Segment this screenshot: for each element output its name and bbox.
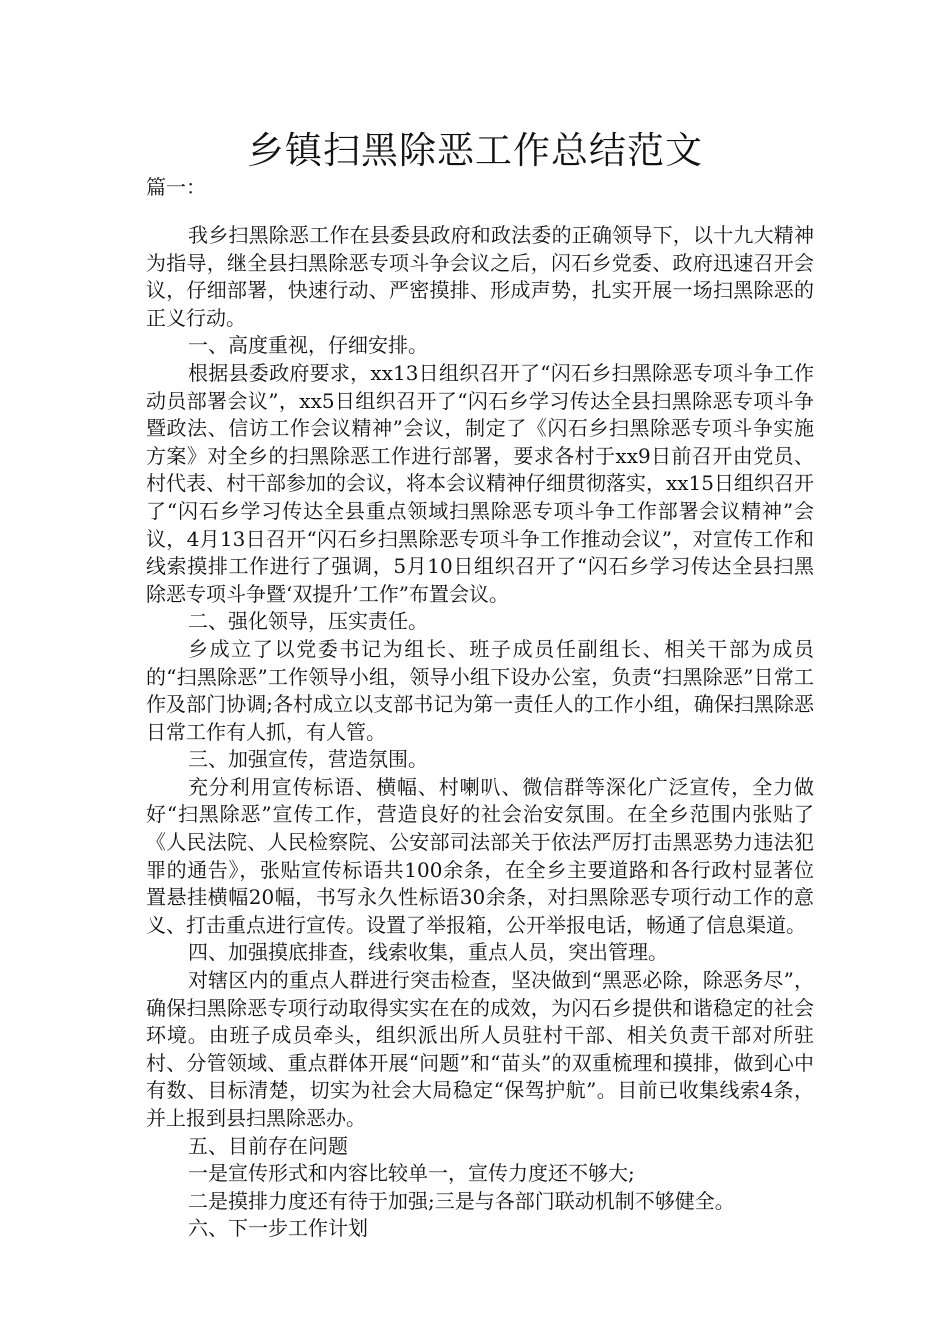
section-heading-6: 六、下一步工作计划 [188, 1216, 368, 1241]
body-paragraph-2: 乡成立了以党委书记为组长、班子成员任副组长、相关干部为成员的“扫黑除恶”工作领导小组，领导小组下设办公室，负责“扫黑除恶”日常工作及部门协调;各村成立以支部书记为第一责任人的工作小组，确保扫黑除恶日常工作有人抓，有人管。 [146, 636, 814, 744]
section-heading-3: 三、加强宣传，营造氛围。 [188, 747, 428, 772]
section-label: 篇一： [146, 175, 206, 199]
body-paragraph-5a: 一是宣传形式和内容比较单一，宣传力度还不够大; [188, 1161, 635, 1186]
section-heading-2: 二、强化领导，压实责任。 [188, 609, 428, 634]
body-paragraph-3: 充分利用宣传标语、横幅、村喇叭、微信群等深化广泛宣传，全力做好“扫黑除恶”宣传工作，营造良好的社会治安氛围。在全乡范围内张贴了《人民法院、人民检察院、公安部司法部关于依法严厉打击黑恶势力违法犯罪的通告》，张贴宣传标语共100余条，在全乡主要道路和各行政村显著位置悬挂横幅20幅，书写永久性标语30余条，对扫黑除恶专项行动工作的意义、打击重点进行宣传。设置了举报箱，公开举报电话，畅通了信息渠道。 [146, 774, 814, 937]
section-heading-5: 五、目前存在问题 [188, 1133, 348, 1158]
body-paragraph-1: 根据县委政府要求，xx13日组织召开了“闪石乡扫黑除恶专项斗争工作动员部署会议”，xx5日组织召开了“闪石乡学习传达全县扫黑除恶专项斗争暨政法、信访工作会议精神”会议，制定了《闪石乡扫黑除恶专项斗争实施方案》对全乡的扫黑除恶工作进行部署，要求各村于xx9日前召开由党员、村代表、村干部参加的会议，将本会议精神仔细贯彻落实，xx15日组织召开了“闪石乡学习传达全县重点领域扫黑除恶专项斗争工作部署会议精神”会议，4月13日召开“闪石乡扫黑除恶专项斗争工作推动会议”，对宣传工作和线索摸排工作进行了强调，5月10日组织召开了“闪石乡学习传达全县扫黑除恶专项斗争暨‘双提升’工作”布置会议。 [146, 360, 815, 606]
document-body [146, 222, 814, 1243]
section-heading-1: 一、高度重视，仔细安排。 [188, 333, 428, 358]
document-title: 乡镇扫黑除恶工作总结范文 [247, 129, 703, 172]
body-paragraph-5b: 二是摸排力度还有待于加强;三是与各部门联动机制不够健全。 [188, 1188, 735, 1213]
intro-paragraph: 我乡扫黑除恶工作在县委县政府和政法委的正确领导下，以十九大精神为指导，继全县扫黑除恶专项斗争会议之后，闪石乡党委、政府迅速召开会议，仔细部署，快速行动、严密摸排、形成声势，扎实开展一场扫黑除恶的正义行动。 [146, 223, 814, 330]
section-heading-4: 四、加强摸底排查，线索收集，重点人员，突出管理。 [188, 940, 668, 965]
body-paragraph-4: 对辖区内的重点人群进行突击检查，坚决做到“黑恶必除，除恶务尽”，确保扫黑除恶专项行动取得实实在在的成效，为闪石乡提供和谐稳定的社会环境。由班子成员牵头，组织派出所人员驻村干部、相关负责干部对所驻村、分管领域、重点群体开展“问题”和“苗头”的双重梳理和摸排，做到心中有数、目标清楚，切实为社会大局稳定“保驾护航”。目前已收集线索4条，并上报到县扫黑除恶办。 [146, 968, 814, 1130]
